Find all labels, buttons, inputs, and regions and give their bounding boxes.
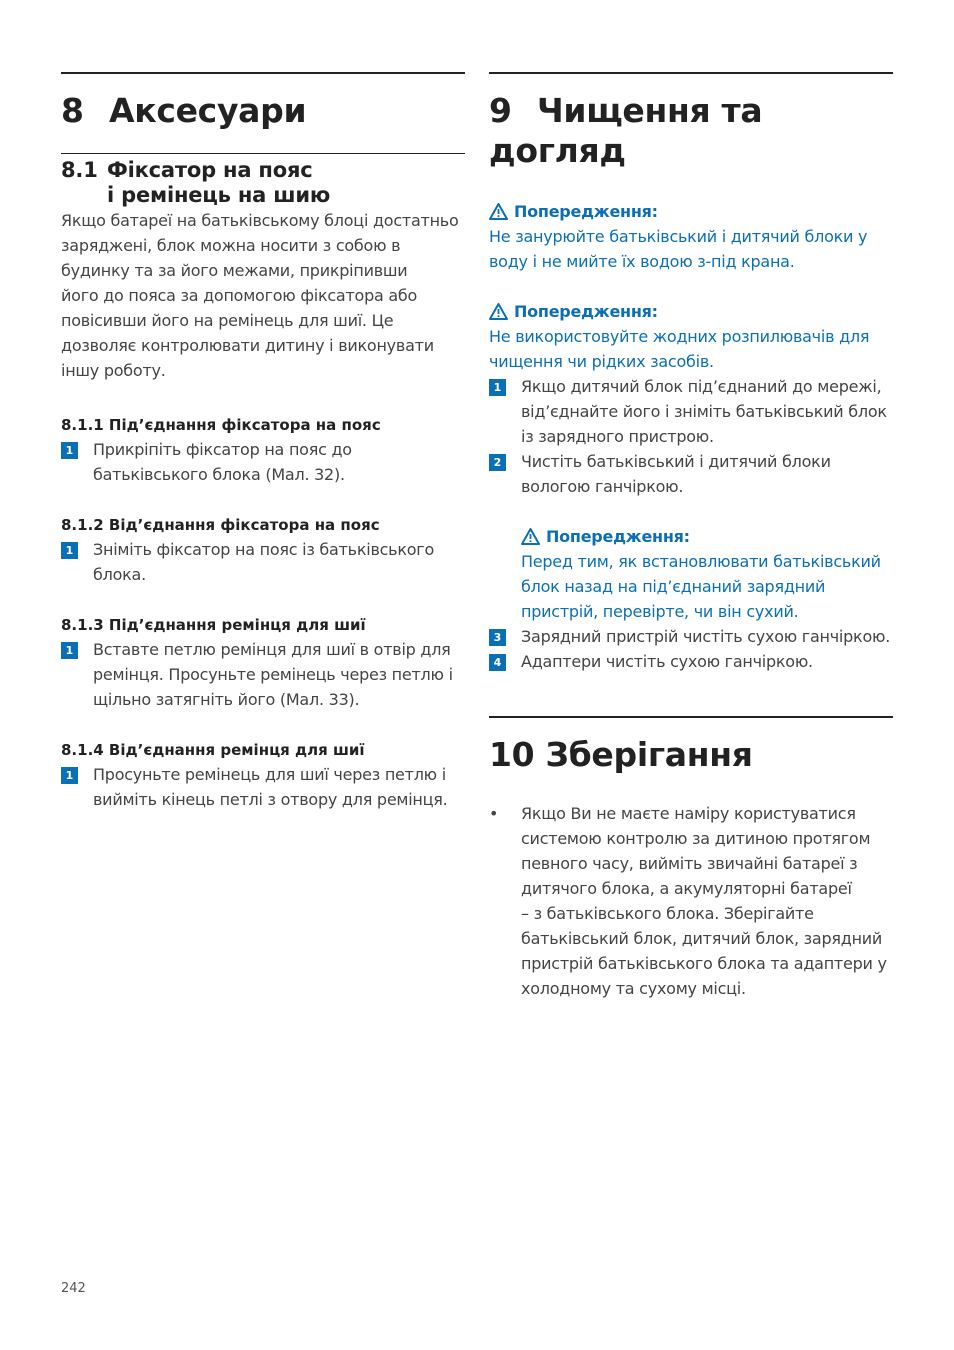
warning-title: Попередження: [514, 202, 658, 222]
subsection-8-1-2-heading: 8.1.2 Від’єднання фіксатора на пояс [61, 515, 380, 534]
warning-triangle-icon [521, 528, 540, 545]
step-number-badge: 1 [61, 642, 78, 659]
step-number-badge: 1 [61, 542, 78, 559]
step-item: 1 Якщо дитячий блок під’єднаний до мережі, від’єднайте його і зніміть батьківський блок із зарядного пристрою. [489, 374, 893, 449]
warning-box: Попередження: Не використовуйте жодних розпилювачів для чищення чи рідких засобів. [489, 302, 870, 372]
subsection-8-1-body: Якщо батареї на батьківському блоці достатньо заряджені, блок можна носити з собою в будинку та за його межами, прикріпивши його до пояса за допомогою фіксатора або повісивши його на ремінець для шиї. Це дозволяє контролювати дитину і виконувати іншу роботу. [61, 210, 459, 380]
warning-box: Попередження: Перед тим, як встановлювати батьківський блок назад на під’єднаний зарядний пристрій, перевірте, чи він сухий. [521, 527, 881, 622]
right-column [489, 72, 893, 1001]
subsection-8-1-heading: 8.1 Фіксатор на пояс і ремінець на шию [61, 157, 331, 207]
warning-title: Попередження: [546, 527, 690, 547]
section-10-heading: 10 Зберігання [489, 735, 753, 775]
left-column [61, 72, 465, 812]
step-item: 4 Адаптери чистіть сухою ганчіркою. [489, 649, 893, 674]
subsection-8-1-1-heading: 8.1.1 Під’єднання фіксатора на пояс [61, 415, 381, 434]
step-item: 3 Зарядний пристрій чистіть сухою ганчіркою. [489, 624, 893, 649]
section-divider [61, 72, 465, 74]
step-number-badge: 1 [489, 379, 506, 396]
step-item: 1 Прикріпіть фіксатор на пояс до батьківського блока (Мал. 32). [61, 437, 465, 487]
warning-title: Попередження: [514, 302, 658, 322]
subsection-divider [61, 153, 465, 154]
section-8-heading: 8 Аксесуари [61, 91, 307, 130]
step-item: 2 Чистіть батьківський і дитячий блоки вологою ганчіркою. [489, 449, 893, 499]
warning-triangle-icon [489, 203, 508, 220]
bullet-symbol: • [489, 803, 499, 823]
section-divider [489, 72, 893, 74]
step-number-badge: 1 [61, 767, 78, 784]
subsection-8-1-3-heading: 8.1.3 Під’єднання ремінця для шиї [61, 615, 366, 634]
warning-box: Попередження: Не занурюйте батьківський і дитячий блоки у воду і не мийте їх водою з-під крана. [489, 202, 868, 272]
section-divider [489, 716, 893, 718]
subsection-8-1-4-heading: 8.1.4 Від’єднання ремінця для шиї [61, 740, 365, 759]
step-number-badge: 4 [489, 654, 506, 671]
step-number-badge: 3 [489, 629, 506, 646]
bullet-item: • Якщо Ви не маєте наміру користуватися системою контролю за дитиною протягом певного часу, вийміть звичайні батареї з дитячого блока, а акумуляторні батареї – з батьківського блока. Зберігайте батьківський блок, дитячий блок, зарядний пристрій батьківського блока та адаптери у холодному та сухому місці. [489, 801, 893, 1001]
step-item: 1 Вставте петлю ремінця для шиї в отвір для ремінця. Просуньте ремінець через петлю і щільно затягніть його (Мал. 33). [61, 637, 465, 712]
warning-triangle-icon [489, 303, 508, 320]
step-number-badge: 1 [61, 442, 78, 459]
step-item: 1 Просуньте ремінець для шиї через петлю і вийміть кінець петлі з отвору для ремінця. [61, 762, 465, 812]
step-number-badge: 2 [489, 454, 506, 471]
page-number: 242 [61, 1281, 86, 1296]
section-9-heading: 9 Чищення та догляд [489, 91, 763, 170]
step-item: 1 Зніміть фіксатор на пояс із батьківського блока. [61, 537, 465, 587]
